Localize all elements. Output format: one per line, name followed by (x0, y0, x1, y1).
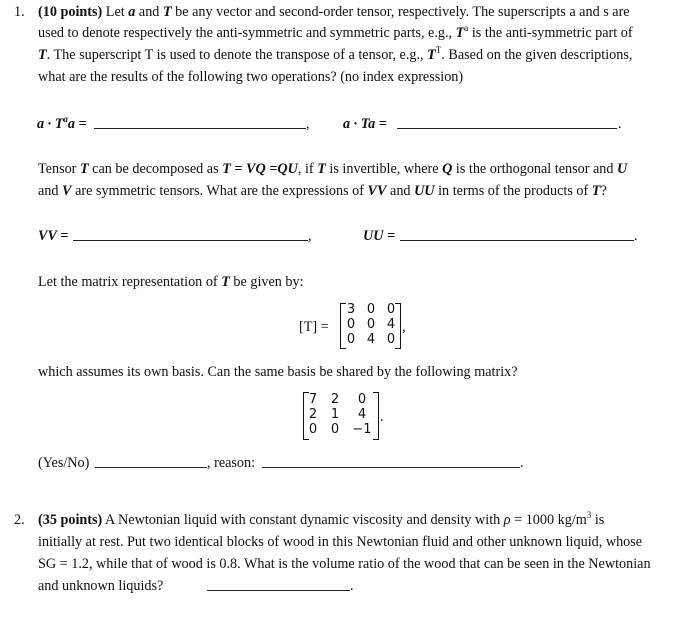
op2-label: a · Ta = (343, 116, 387, 132)
decomp-line1: Tensor T can be decomposed as T = VQ =QU, if T is invertible, where Q is the orthogonal tensor and U (38, 161, 628, 177)
matrix1-cell: 0 (366, 317, 376, 332)
matrix1-lhs: [T] = (299, 319, 329, 335)
op2-period: . (618, 116, 622, 132)
q2-number: 2. (14, 512, 25, 528)
matrix1-cell: 4 (386, 317, 396, 332)
op1-label: a · T (37, 116, 64, 132)
op1-comma: , (306, 116, 310, 132)
matrix2-cell: 0 (330, 422, 340, 437)
op1-answer-blank[interactable] (94, 116, 306, 129)
q1-points: (10 points) (38, 4, 103, 20)
matrix2-period: . (380, 409, 384, 425)
uu-label: UU = (363, 228, 396, 244)
vv-label: VV = (38, 228, 69, 244)
q2-line4: and unknown liquids? (38, 578, 164, 594)
basis-question: which assumes its own basis. Can the same basis be shared by the following matrix? (38, 364, 518, 380)
q1-line4: what are the results of the following two operations? (no index expression) (38, 69, 464, 85)
yesno-answer-blank[interactable] (95, 455, 207, 468)
yesno-label: (Yes/No) (38, 455, 90, 471)
q1-number: 1. (14, 4, 25, 20)
matrix2-cell: 2 (330, 392, 340, 407)
q1-line1: (10 points) Let a and T be any vector and second-order tensor, respectively. The superscripts a and s are (38, 4, 630, 20)
uu-answer-blank[interactable] (400, 228, 634, 241)
q2-line1: (35 points) A Newtonian liquid with constant dynamic viscosity and density with ρ = 1000 $kg/m^3$ is (38, 510, 605, 528)
decomp-line2: and V are symmetric tensors. What are the expressions of VV and UU in terms of the products of T? (38, 183, 607, 199)
vv-comma: , (308, 228, 312, 244)
vv-answer-blank[interactable] (73, 228, 308, 241)
q1-line2: used to denote respectively the anti-symmetric and symmetric parts, e.g., $T^a$ is the anti-symmetric part of (38, 23, 633, 41)
matrix2-cell: 7 (308, 392, 318, 407)
q2-points: (35 points) (38, 512, 103, 528)
q1-line3: T. The superscript T is used to denote the transpose of a tensor, e.g., $T^T$. Based on the given descriptions, (38, 45, 633, 63)
matrix2-cell: 0 (308, 422, 318, 437)
matrix2-cell: 1 (330, 407, 340, 422)
matrix2-cell: −1 (352, 422, 372, 437)
matrix1-cell: 0 (386, 332, 396, 347)
matrix-intro: Let the matrix representation of T be given by: (38, 274, 304, 290)
q2-line3: SG = 1.2, while that of wood is 0.8. What is the volume ratio of the wood that can be seen in the Newtonian (38, 556, 651, 572)
q2-answer-blank[interactable] (207, 578, 350, 591)
op1-row: $a \cdot T^aa$ = (37, 114, 87, 132)
matrix2-cell: 4 (357, 407, 367, 422)
reason-answer-blank[interactable] (262, 455, 520, 468)
matrix1-cell: 0 (386, 302, 396, 317)
reason-label: , reason: (207, 455, 256, 471)
matrix1-cell: 3 (346, 302, 356, 317)
q2-line2: initially at rest. Put two identical blocks of wood in this Newtonian fluid and other unknown liquid, whose (38, 534, 643, 550)
matrix2-cell: 2 (308, 407, 318, 422)
matrix1-cell: 0 (346, 317, 356, 332)
matrix2-cell: 0 (357, 392, 367, 407)
q2-period: . (350, 578, 354, 594)
matrix1-cell: 4 (366, 332, 376, 347)
matrix1-cell: 0 (366, 302, 376, 317)
matrix1-comma: , (402, 319, 406, 335)
uu-period: . (634, 228, 638, 244)
matrix1-cell: 0 (346, 332, 356, 347)
reason-period: . (520, 455, 524, 471)
op2-answer-blank[interactable] (397, 116, 617, 129)
